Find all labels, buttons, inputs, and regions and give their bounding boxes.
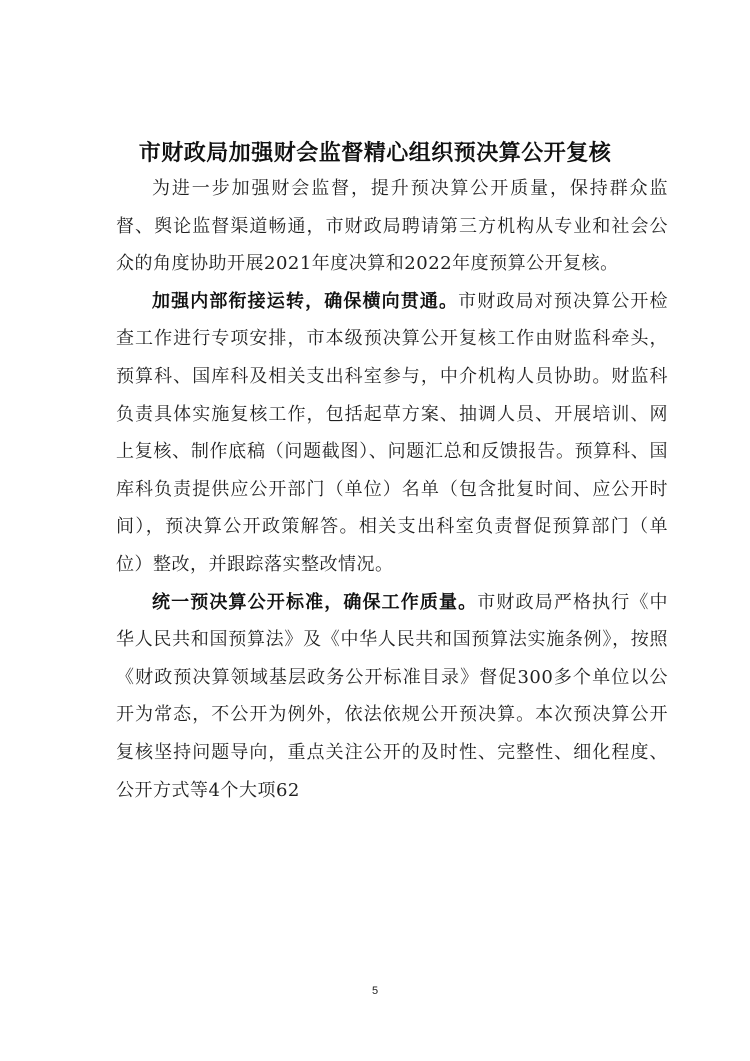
paragraph-unified-standards — [116, 584, 668, 810]
paragraph-internal-coordination — [116, 283, 668, 584]
document-title: 市财政局加强财会监督精心组织预决算公开复核 — [138, 141, 612, 166]
paragraph-text: 市财政局严格执行《中华人民共和国预算法》及《中华人民共和国预算法实施条例》，按照《财政预决算领域基层政务公开标准目录》督促300多个单位以公开为常态，不公开为例外，依法依规公开预决算。本次预决算公开复核坚持问题导向，重点关注公开的及时性、完整性、细化程度、公开方式等4个大项62 — [116, 591, 669, 801]
paragraph-lead: 统一预决算公开标准，确保工作质量。 — [152, 591, 478, 613]
page-number: 5 — [371, 985, 379, 997]
document-body — [116, 170, 668, 809]
paragraph-intro — [116, 170, 668, 283]
paragraph-lead: 加强内部衔接运转，确保横向贯通。 — [152, 290, 459, 312]
paragraph-text: 为进一步加强财会监督，提升预决算公开质量，保持群众监督、舆论监督渠道畅通，市财政局聘请第三方机构从专业和社会公众的角度协助开展2021年度决算和2022年度预算公开复核。 — [116, 178, 668, 275]
paragraph-text: 市财政局对预决算公开检查工作进行专项安排，市本级预决算公开复核工作由财监科牵头，预算科、国库科及相关支出科室参与，中介机构人员协助。财监科负责具体实施复核工作，包括起草方案、抽调人员、开展培训、网上复核、制作底稿（问题截图）、问题汇总和反馈报告。预算科、国库科负责提供应公开部门（单位）名单（包含批复时间、应公开时间），预决算公开政策解答。相关支出科室负责督促预算部门（单位）整改，并跟踪落实整改情况。 — [116, 290, 669, 575]
